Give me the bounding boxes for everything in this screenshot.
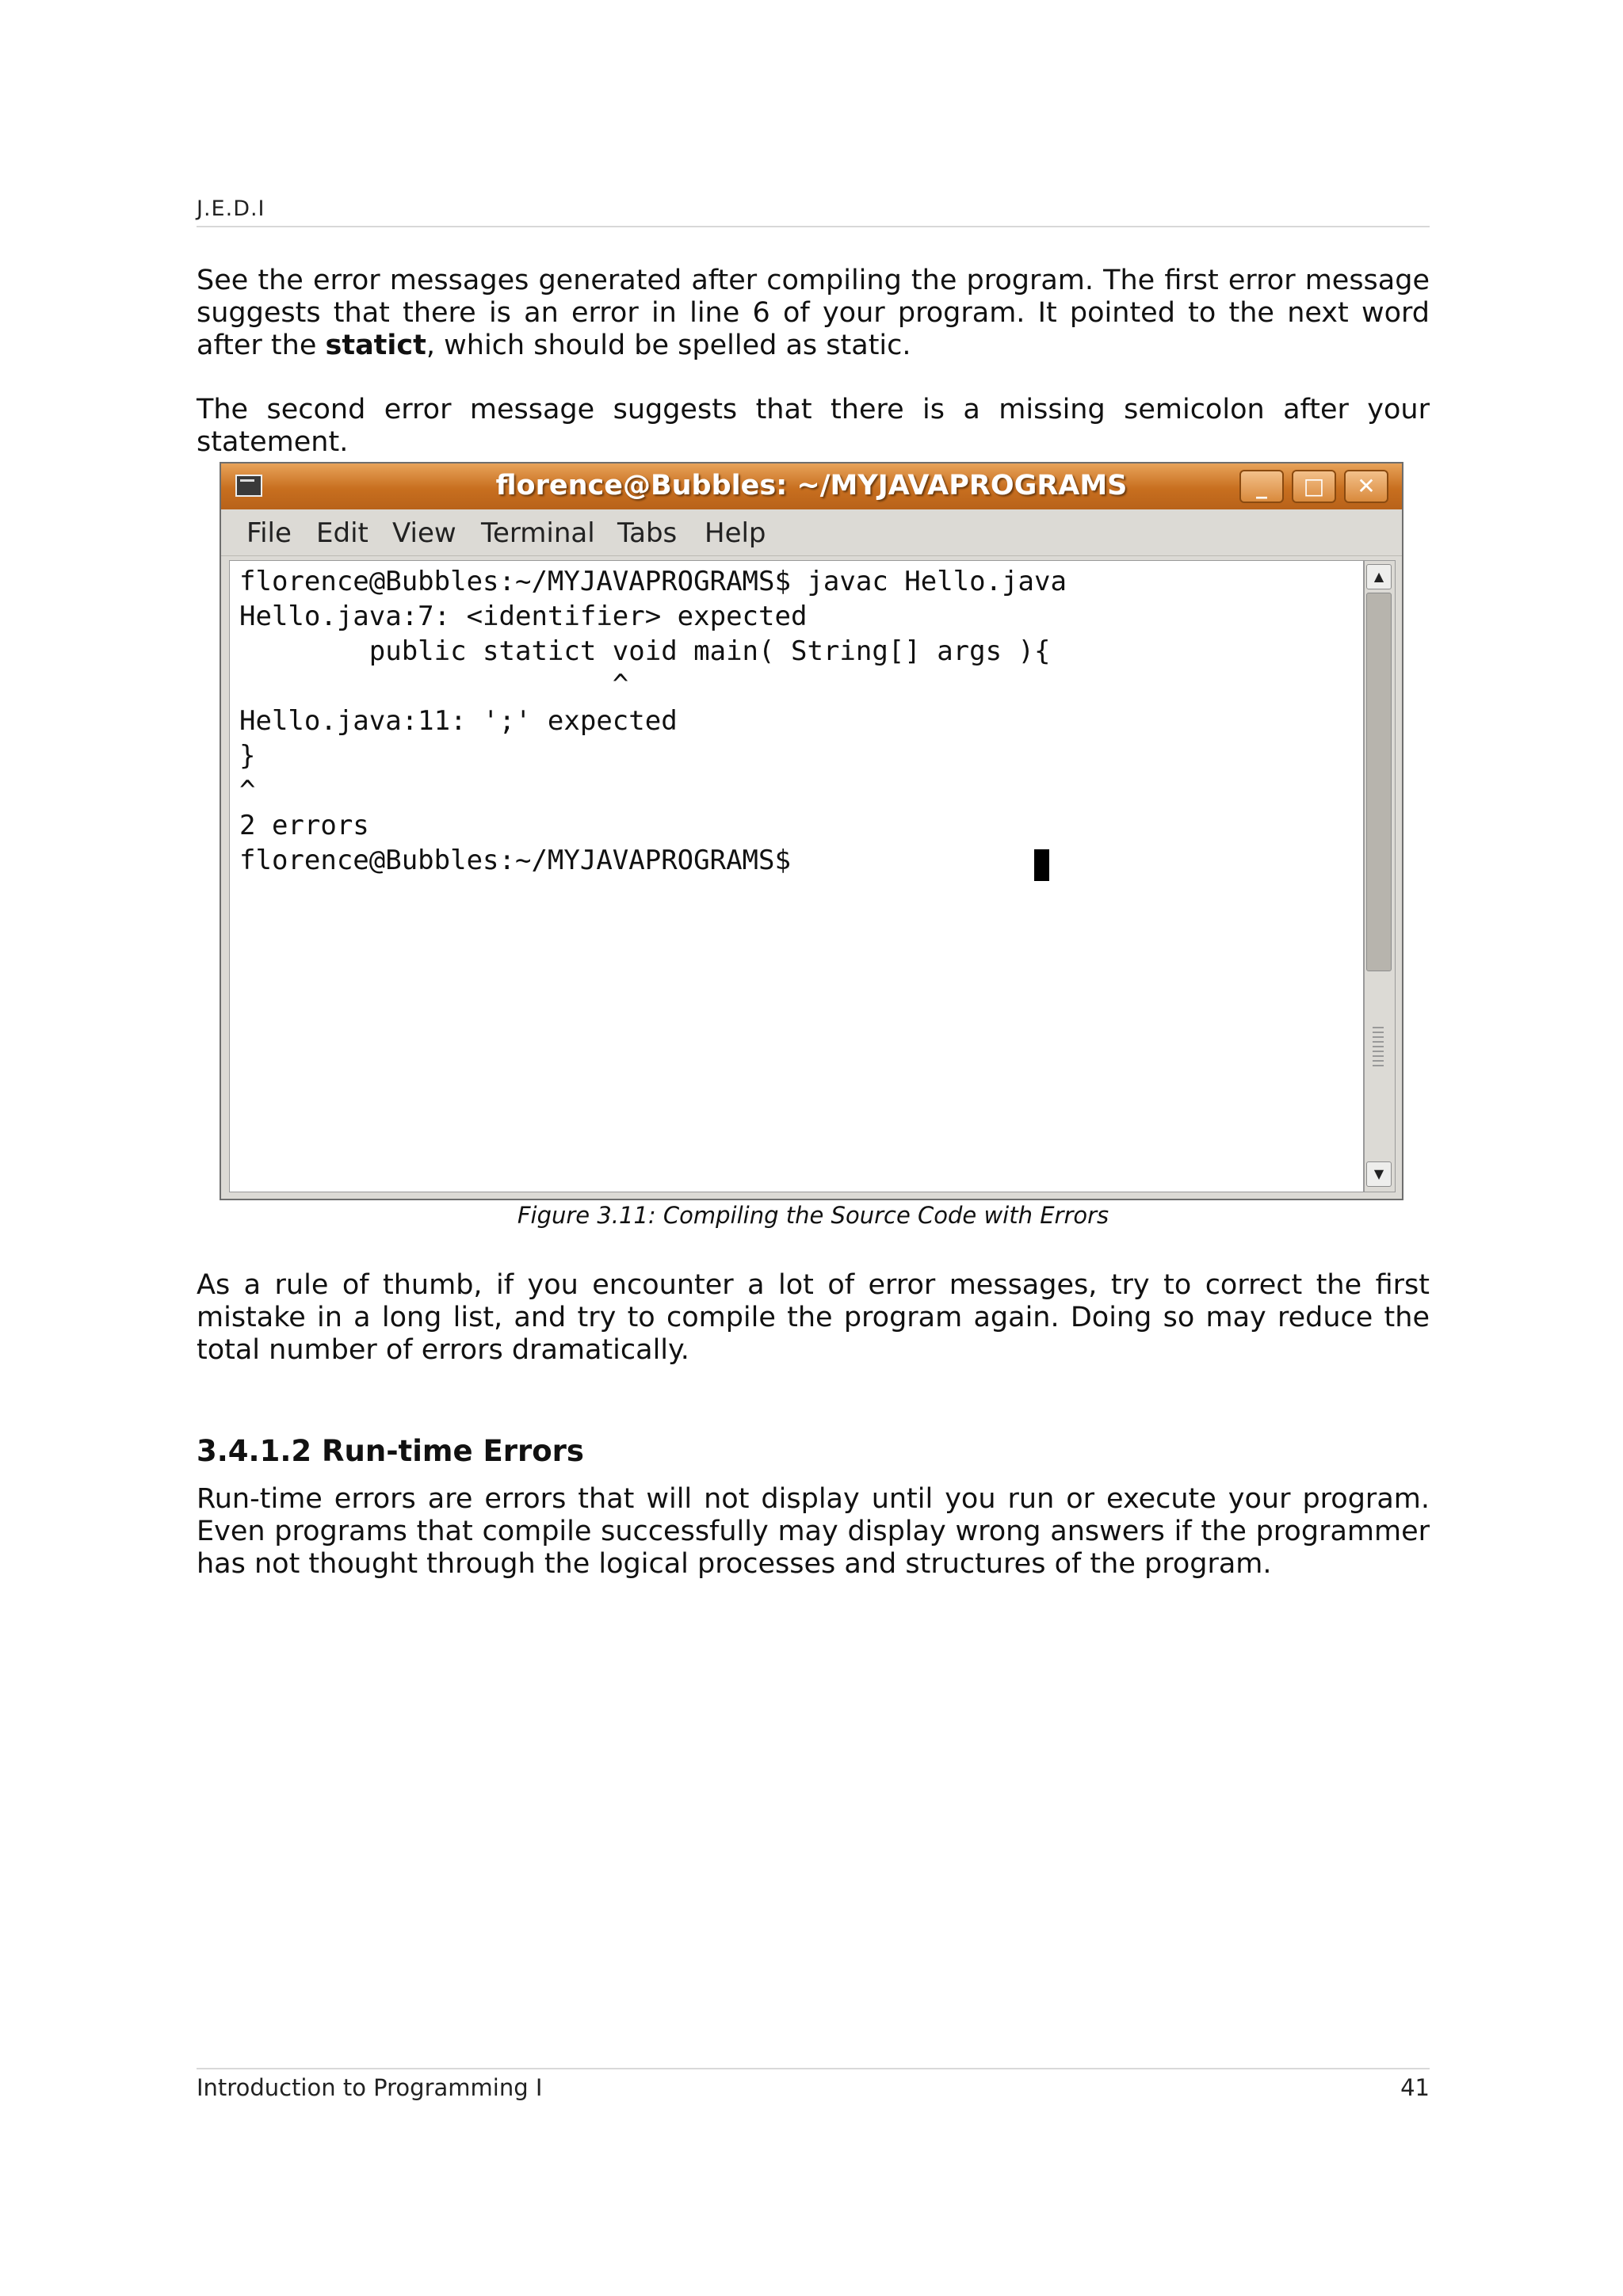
menu-bar (221, 509, 1402, 556)
page-header: J.E.D.I (197, 196, 1430, 227)
terminal-prompt: florence@Bubbles:~/MYJAVAPROGRAMS$ (239, 845, 808, 876)
paragraph-semicolon-line1: The second error message suggests that there is a missing semicolon after your (197, 394, 1430, 425)
menu-file[interactable]: File (246, 517, 292, 549)
paragraph-text: See the error messages generated after compiling the program. The first error message suggests that there is an error in line 6 of your program. It pointed to the next word after the (197, 265, 1430, 361)
terminal-window (220, 462, 1403, 1200)
paragraph-compile-errors (197, 265, 1430, 362)
terminal-line: Hello.java:7: <identifier> expected (239, 601, 808, 632)
paragraph-text: , which should be spelled as static. (426, 330, 911, 361)
terminal-line: florence@Bubbles:~/MYJAVAPROGRAMS$ javac Hello.java (239, 566, 1067, 597)
terminal-line: 2 errors (239, 810, 369, 841)
figure-caption: Figure 3.11: Compiling the Source Code with Errors (517, 1202, 1109, 1229)
page-number: 41 (1400, 2074, 1430, 2101)
terminal-line: } (239, 740, 256, 772)
scrollbar-thumb[interactable] (1366, 593, 1392, 971)
menu-help[interactable]: Help (705, 517, 766, 549)
maximize-button[interactable]: □ (1292, 470, 1336, 503)
menu-edit[interactable]: Edit (316, 517, 369, 549)
paragraph-rule-of-thumb: As a rule of thumb, if you encounter a lot of error messages, try to correct the first mistake in a long list, and try to compile the program again. Doing so may reduce the total number of errors dramatically. (197, 1269, 1430, 1366)
menu-view[interactable]: View (392, 517, 456, 549)
scrollbar-grip-icon (1373, 1027, 1384, 1066)
scroll-up-icon[interactable]: ▲ (1366, 564, 1392, 589)
menu-tabs[interactable]: Tabs (617, 517, 678, 549)
window-titlebar[interactable] (221, 463, 1402, 510)
terminal-line: Hello.java:11: ';' expected (239, 705, 678, 737)
minimize-button[interactable]: _ (1239, 470, 1284, 503)
terminal-line: public statict void main( String[] args ){ (239, 635, 1051, 667)
footer-title: Introduction to Programming I (197, 2074, 543, 2101)
vertical-scrollbar[interactable] (1364, 560, 1396, 1192)
window-title: florence@Bubbles: ~/MYJAVAPROGRAMS (495, 470, 1128, 502)
scroll-down-icon[interactable]: ▼ (1366, 1161, 1392, 1187)
terminal-line: ^ (239, 775, 256, 807)
section-heading: 3.4.1.2 Run-time Errors (197, 1434, 584, 1468)
close-button[interactable]: ✕ (1344, 470, 1388, 503)
bold-word: statict (325, 330, 426, 361)
paragraph-runtime-errors: Run-time errors are errors that will not display until you run or execute your program. Even programs that compile successfully may display wrong answers if the programmer has not thought through the logical processes and structures of the program. (197, 1483, 1430, 1580)
menu-terminal[interactable]: Terminal (481, 517, 595, 549)
paragraph-semicolon-line2: statement. (197, 426, 349, 458)
page-footer (197, 2068, 1430, 2101)
terminal-line: ^ (239, 669, 629, 700)
terminal-cursor (1034, 849, 1049, 881)
terminal-output[interactable] (229, 560, 1364, 1192)
